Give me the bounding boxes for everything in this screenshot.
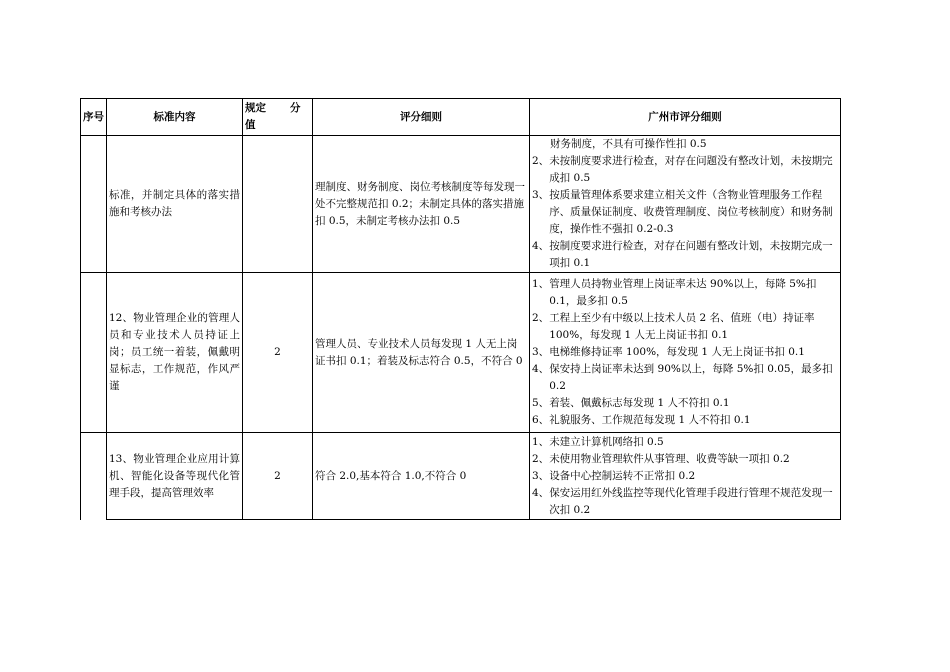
- item-text: 按质量管理体系要求建立相关文件（含物业管理服务工作程序、质量保证制度、收费管理制度、岗位考核制度）和财务制度，操作性不强扣 0.2-0.3: [549, 189, 833, 235]
- item-number: 3、: [532, 346, 550, 358]
- header-points-right: 分值: [245, 102, 301, 131]
- item-text: 电梯维修持证率 100%，每发现 1 人无上岗证书扣 0.1: [549, 346, 805, 358]
- table-row: [81, 136, 841, 273]
- seq-cell: [81, 136, 107, 273]
- item-text: 保安运用红外线监控等现代化管理手段进行管理不规范发现一次扣 0.2: [549, 486, 833, 516]
- list-item: [532, 238, 838, 272]
- header-points-left: 规定: [245, 102, 266, 114]
- list-item: [532, 310, 838, 344]
- table-row: [81, 433, 841, 520]
- item-number: 2、: [532, 312, 550, 324]
- rules-cell: 理制度、财务制度、岗位考核制度等每发现一处不完整规范扣 0.2；未制定具体的落实措施扣 0.5，未制定考核办法扣 0.5: [313, 136, 530, 273]
- item-number: 1、: [532, 278, 550, 290]
- table-row: [81, 273, 841, 433]
- gz-rules-list: [532, 434, 838, 519]
- item-text: 未使用物业管理软件从事管理、收费等缺一项扣 0.2: [549, 452, 790, 465]
- header-gz-rules: 广州市评分细则: [530, 99, 841, 136]
- item-number: 6、: [532, 414, 550, 426]
- list-item: [532, 276, 838, 310]
- list-item: [532, 361, 838, 395]
- gz-rules-cell: [530, 273, 841, 433]
- points-cell: 2: [243, 273, 313, 433]
- item-number: [532, 136, 550, 153]
- list-item: [532, 395, 838, 412]
- list-item: [532, 434, 838, 451]
- gz-rules-cell: [530, 136, 841, 273]
- list-item: [532, 451, 838, 468]
- points-cell: [243, 136, 313, 273]
- rules-cell: 管理人员、专业技术人员每发现 1 人无上岗证书扣 0.1；着装及标志符合 0.5，不符合 0: [313, 273, 530, 433]
- item-text: 礼貌服务、工作规范每发现 1 人不符扣 0.1: [549, 414, 751, 426]
- list-item: [532, 153, 838, 187]
- item-number: 1、: [532, 435, 550, 448]
- list-item: [532, 187, 838, 238]
- item-text: 着装、佩戴标志每发现 1 人不符扣 0.1: [549, 397, 730, 409]
- item-text: 未建立计算机网络扣 0.5: [549, 435, 664, 448]
- header-points: [243, 99, 313, 136]
- item-number: 5、: [532, 397, 550, 409]
- list-item: [532, 485, 838, 519]
- list-item: [532, 136, 838, 153]
- item-text: 设备中心控制运转不正常扣 0.2: [549, 469, 696, 482]
- item-number: 3、: [532, 189, 550, 201]
- item-number: 2、: [532, 452, 550, 465]
- item-number: 4、: [532, 486, 550, 499]
- item-number: 2、: [532, 155, 550, 167]
- rules-cell: 符合 2.0,基本符合 1.0,不符合 0: [313, 433, 530, 520]
- standard-cell: 标准，并制定具体的落实措施和考核办法: [107, 136, 243, 273]
- item-text: 管理人员持物业管理上岗证率未达 90%以上，每降 5%扣 0.1，最多扣 0.5: [549, 278, 817, 307]
- header-standard: 标准内容: [107, 99, 243, 136]
- list-item: [532, 468, 838, 485]
- header-rules: 评分细则: [313, 99, 530, 136]
- list-item: [532, 344, 838, 361]
- gz-rules-list: [532, 136, 838, 272]
- item-text: 财务制度，不具有可操作性扣 0.5: [550, 138, 707, 150]
- gz-rules-cell: [530, 433, 841, 520]
- item-text: 工程上至少有中级以上技术人员 2 名、值班（电）持证率 100%，每发现 1 人无上岗证书扣 0.1: [549, 312, 815, 341]
- item-text: 未按制度要求进行检查，对存在问题没有整改计划，未按期完成扣 0.5: [549, 155, 833, 184]
- item-number: 3、: [532, 469, 550, 482]
- scoring-table: [80, 98, 841, 520]
- standard-cell: 12、物业管理企业的管理人员和专业技术人员持证上岗；员工统一着装，佩戴明显标志，工作规范，作风严谨: [107, 273, 243, 433]
- points-cell: 2: [243, 433, 313, 520]
- gz-rules-list: [532, 276, 838, 429]
- item-text: 按制度要求进行检查，对存在问题有整改计划，未按期完成一项扣 0.1: [549, 240, 833, 269]
- seq-cell: [81, 273, 107, 433]
- seq-cell: [81, 433, 107, 520]
- item-number: 4、: [532, 363, 550, 375]
- header-seq: 序号: [81, 99, 107, 136]
- item-number: 4、: [532, 240, 550, 252]
- table-header-row: [81, 99, 841, 136]
- standard-cell: 13、物业管理企业应用计算机、智能化设备等现代化管理手段，提高管理效率: [107, 433, 243, 520]
- item-text: 保安持上岗证率未达到 90%以上，每降 5%扣 0.05，最多扣 0.2: [549, 363, 833, 392]
- list-item: [532, 412, 838, 429]
